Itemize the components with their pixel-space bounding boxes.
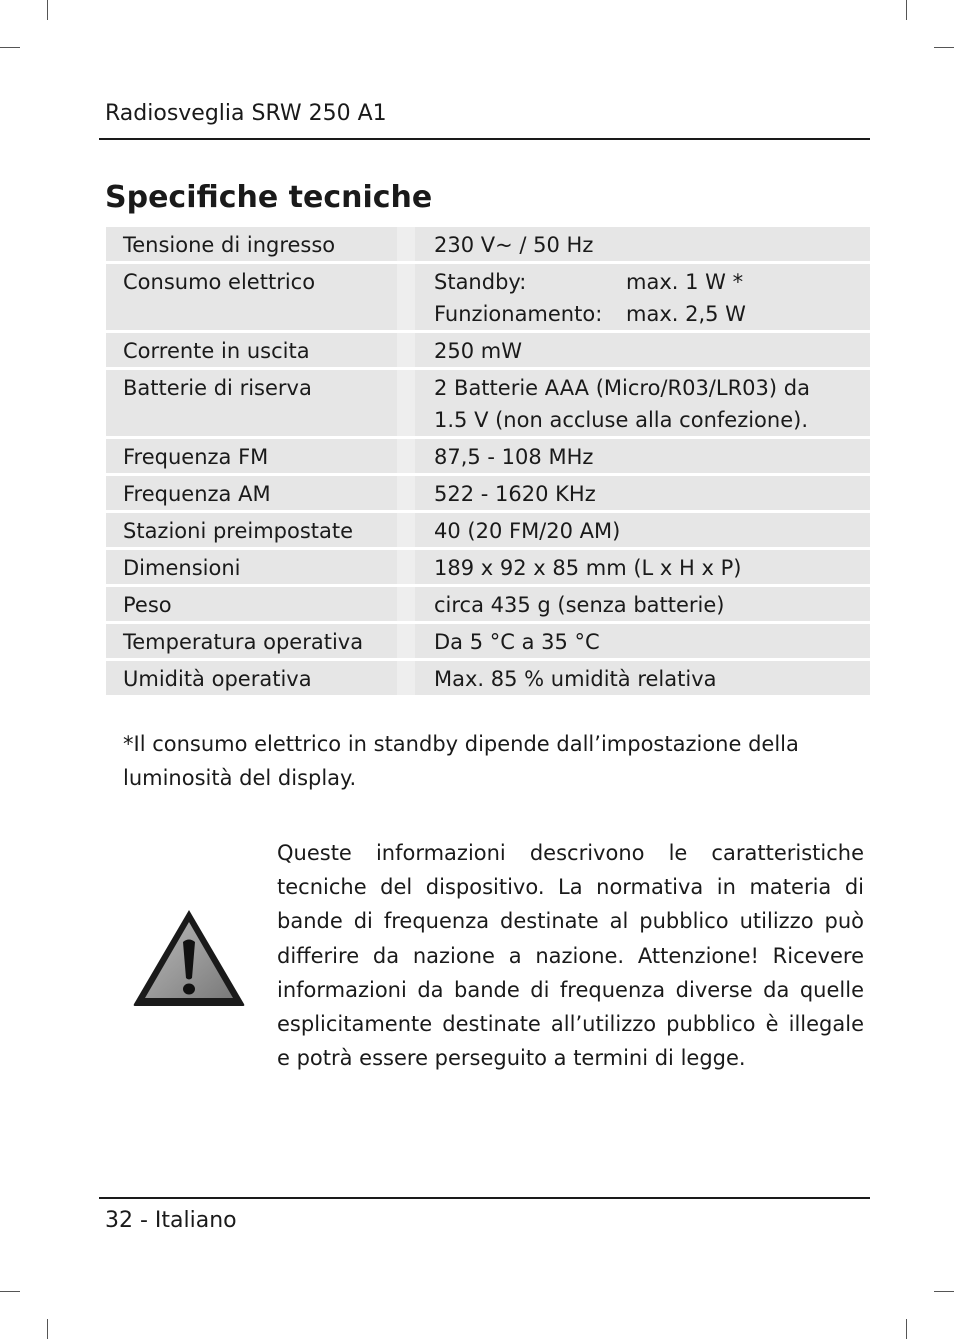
crop-mark [906,0,907,20]
spec-label: Temperatura operativa [106,624,397,658]
crop-mark [47,1319,48,1339]
spec-value: 522 - 1620 KHz [415,476,870,510]
spec-label: Dimensioni [106,550,397,584]
spec-value: 87,5 - 108 MHz [415,439,870,473]
spec-label: Corrente in uscita [106,333,397,367]
spec-label: Frequenza FM [106,439,397,473]
footer-rule [99,1197,870,1199]
spec-value: 189 x 92 x 85 mm (L x H x P) [415,550,870,584]
warning-triangle-icon [132,908,246,1008]
spec-label: Batterie di riserva [106,370,397,436]
spec-label: Frequenza AM [106,476,397,510]
spec-value: 40 (20 FM/20 AM) [415,513,870,547]
spec-value-line: 1.5 V (non accluse alla confezione). [434,408,808,432]
spec-value: Da 5 °C a 35 °C [415,624,870,658]
crop-mark [906,1319,907,1339]
spec-sub-key: Funzionamento: [434,302,603,326]
spec-sub-value: max. 1 W * [626,270,744,294]
header-rule [99,138,870,140]
page-footer: 32 - Italiano [105,1208,237,1233]
spec-label: Consumo elettrico [106,264,397,330]
spec-label: Stazioni preimpostate [106,513,397,547]
spec-value [415,264,870,330]
spec-label: Umidità operativa [106,661,397,695]
table-row [106,550,870,584]
crop-mark [934,47,954,48]
table-row [106,661,870,695]
spec-table [106,227,870,698]
spec-value [415,370,870,436]
spec-label: Peso [106,587,397,621]
spec-value: 250 mW [415,333,870,367]
table-row [106,227,870,261]
spec-value: Max. 85 % umidità relativa [415,661,870,695]
table-row [106,333,870,367]
spec-value-line: 2 Batterie AAA (Micro/R03/LR03) da [434,376,810,400]
spec-value: circa 435 g (senza batterie) [415,587,870,621]
table-row [106,476,870,510]
spec-label: Tensione di ingresso [106,227,397,261]
table-row [106,264,870,330]
table-row [106,439,870,473]
footnote: *Il consumo elettrico in standby dipende dall’impostazione della luminosità del display. [123,732,799,790]
running-header: Radiosveglia SRW 250 A1 [105,101,387,126]
spec-value: 230 V~ / 50 Hz [415,227,870,261]
crop-mark [0,1291,20,1292]
crop-mark [934,1291,954,1292]
spec-sub-key: Standby: [434,270,527,294]
spec-sub-value: max. 2,5 W [626,302,746,326]
table-row [106,370,870,436]
crop-mark [47,0,48,20]
crop-mark [0,47,20,48]
warning-text: Queste informazioni descrivono le caratteristiche tecniche del dispositivo. La normativa in materia di bande di frequenza destinate al pubblico utilizzo può differire da nazione a nazione. Attenzione! Ricevere informazioni da bande di frequenza diverse da quelle esplicitamente destinate all’utilizzo pubblico è illegale e potrà essere perseguito a termini di legge. [277,841,864,1071]
table-row [106,587,870,621]
table-row [106,513,870,547]
table-row [106,624,870,658]
section-title: Specifiche tecniche [105,180,433,215]
